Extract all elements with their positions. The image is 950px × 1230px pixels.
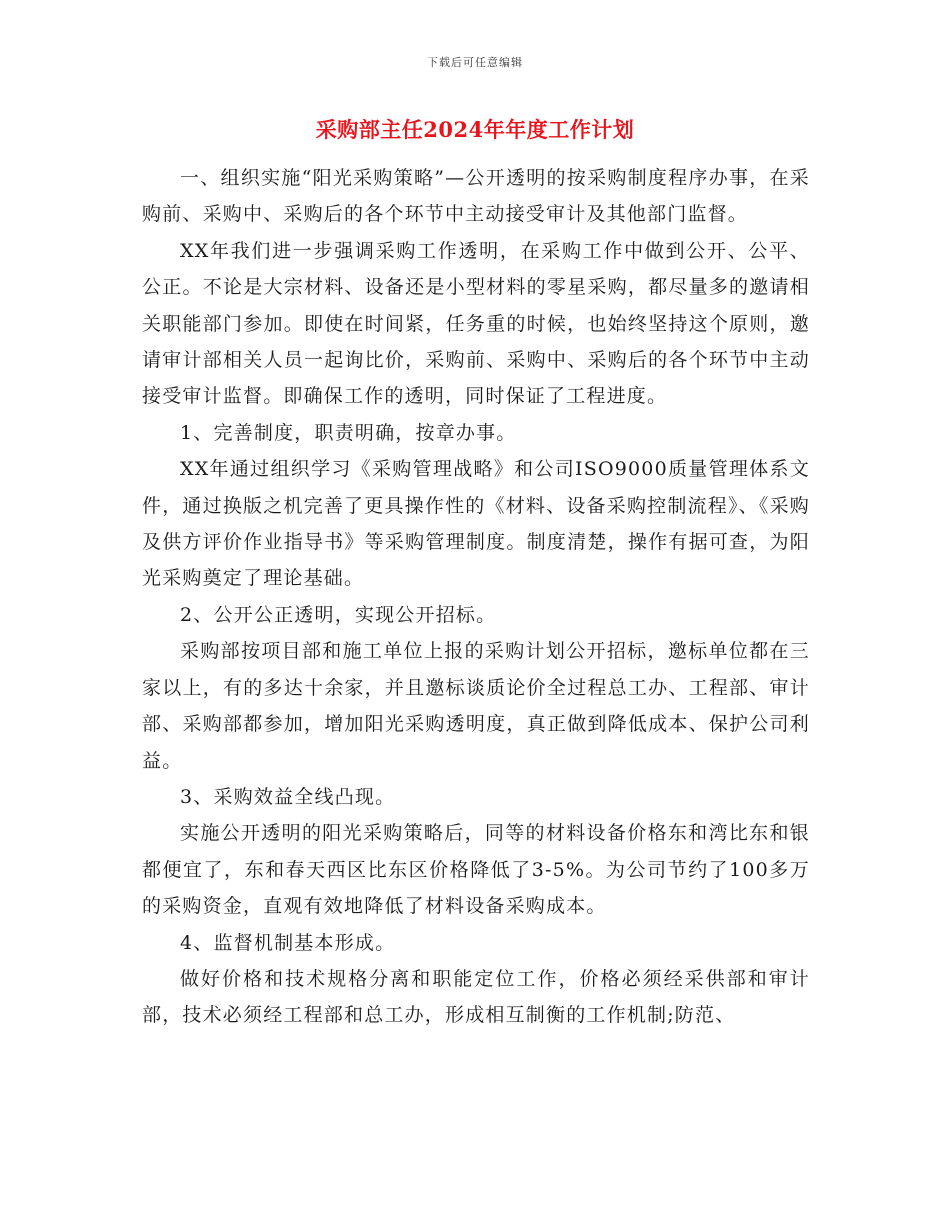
paragraph-3: XX年通过组织学习《采购管理战略》和公司ISO9000质量管理体系文件，通过换版之机完善了更具操作性的《材料、设备采购控制流程》、《采购及供方评价作业指导书》等采购管理制度。制度清楚，操作有据可查，为阳光采购奠定了理论基础。 [142, 458, 810, 590]
paragraph-4: 采购部按项目部和施工单位上报的采购计划公开招标，邀标单位都在三家以上，有的多达十余家，并且邀标谈质论价全过程总工办、工程部、审计部、采购部都参加，增加阳光采购透明度，真正做到降低成本、保护公司利益。 [142, 640, 810, 772]
section-heading-4: 4、监督机制基本形成。 [180, 931, 396, 954]
section-heading-1: 1、完善制度，职责明确，按章办事。 [180, 421, 517, 444]
section-heading-2: 2、公开公正透明，实现公开招标。 [180, 603, 497, 626]
document-title: 采购部主任2024年年度工作计划 [315, 117, 635, 142]
paragraph-6: 做好价格和技术规格分离和职能定位工作，价格必须经采供部和审计部，技术必须经工程部和总工办，形成相互制衡的工作机制;防范、 [142, 967, 810, 1027]
page-header: 下载后可任意编辑 [427, 56, 523, 69]
paragraph-5: 实施公开透明的阳光采购策略后，同等的材料设备价格东和湾比东和银都便宜了，东和春天西区比东区价格降低了3-5%。为公司节约了100多万的采购资金，直观有效地降低了材料设备采购成本。 [142, 822, 810, 918]
document-body [142, 160, 810, 1034]
paragraph-1: 一、组织实施“阳光采购策略”—公开透明的按采购制度程序办事，在采购前、采购中、采购后的各个环节中主动接受审计及其他部门监督。 [142, 167, 810, 226]
paragraph-2: XX年我们进一步强调采购工作透明，在采购工作中做到公开、公平、公正。不论是大宗材料、设备还是小型材料的零星采购，都尽量多的邀请相关职能部门参加。即使在时间紧，任务重的时候，也始终坚持这个原则，邀请审计部相关人员一起询比价，采购前、采购中、采购后的各个环节中主动接受审计监督。即确保工作的透明，同时保证了工程进度。 [142, 239, 810, 408]
section-heading-3: 3、采购效益全线凸现。 [180, 785, 396, 808]
